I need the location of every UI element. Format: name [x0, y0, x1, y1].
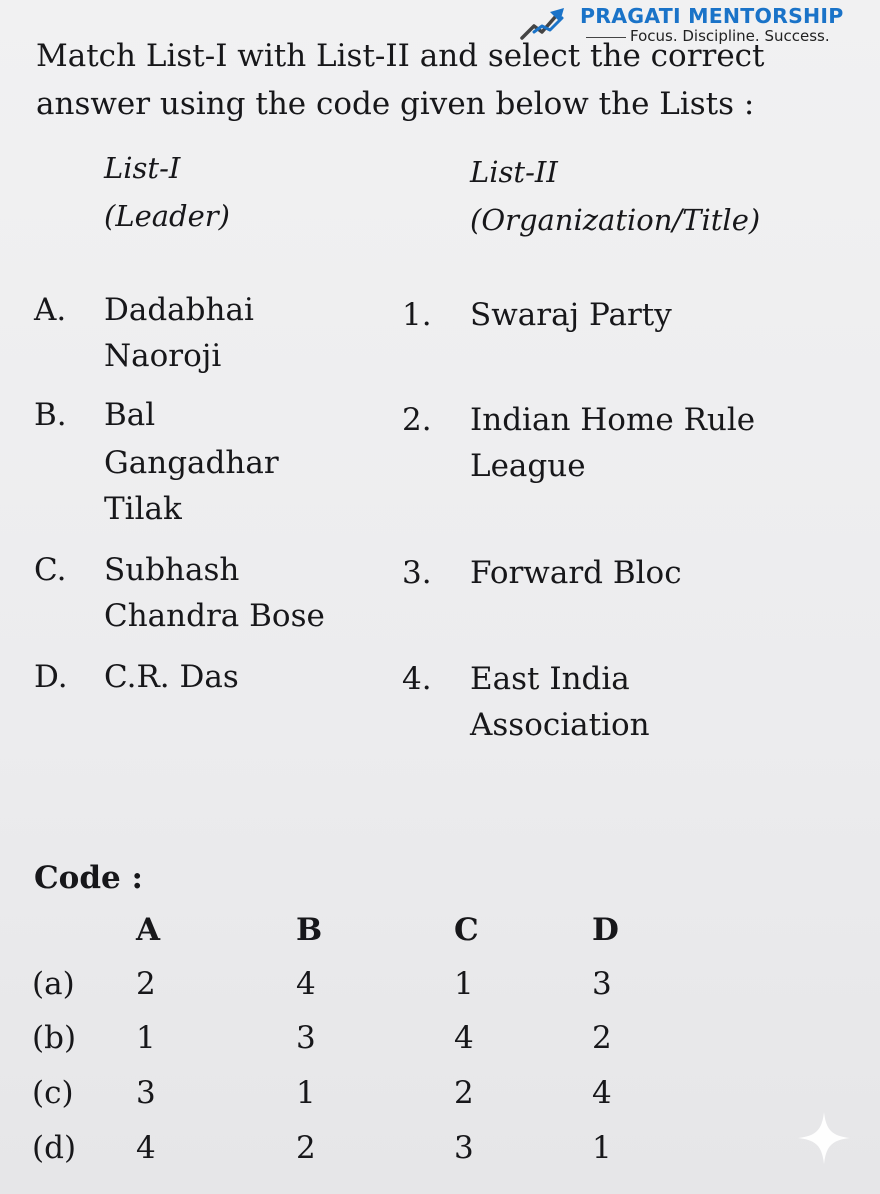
question-line-2: answer using the code given below the Lists : — [36, 86, 755, 122]
sparkle-icon — [796, 1110, 852, 1166]
code-cell: 2 — [136, 966, 156, 1002]
list1-item-b-label: B. — [34, 397, 67, 433]
list1-item-b-line-3: Tilak — [104, 491, 182, 527]
list1-item-d-label: D. — [34, 659, 68, 695]
brand-tagline: Focus. Discipline. Success. — [630, 27, 830, 45]
list1-item-c-line-2: Chandra Bose — [104, 598, 325, 634]
code-cell: 1 — [454, 966, 474, 1002]
code-cell: 4 — [296, 966, 316, 1002]
code-header-d: D — [592, 912, 619, 948]
list2-item-3-label: 3. — [402, 555, 432, 591]
code-option-b[interactable]: (b) — [32, 1020, 77, 1056]
code-cell: 4 — [136, 1130, 156, 1166]
code-header-c: C — [454, 912, 479, 948]
brand-name: PRAGATI MENTORSHIP — [580, 4, 844, 28]
list1-item-a-line-1: Dadabhai — [104, 292, 254, 328]
code-cell: 3 — [454, 1130, 474, 1166]
code-cell: 4 — [454, 1020, 474, 1056]
list2-item-2-line-2: League — [470, 448, 586, 484]
list1-item-a-label: A. — [34, 292, 67, 328]
code-header-b: B — [296, 912, 323, 948]
code-title: Code : — [34, 860, 143, 896]
list1-item-c-line-1: Subhash — [104, 552, 240, 588]
list1-item-d-line-1: C.R. Das — [104, 659, 239, 695]
code-header-a: A — [136, 912, 161, 948]
question-line-1: Match List-I with List-II and select the correct — [36, 38, 765, 74]
code-cell: 1 — [592, 1130, 612, 1166]
list1-item-c-label: C. — [34, 552, 67, 588]
list1-item-b-line-2: Gangadhar — [104, 445, 279, 481]
list2-item-4-label: 4. — [402, 661, 432, 697]
code-option-c[interactable]: (c) — [32, 1075, 74, 1111]
code-cell: 3 — [592, 966, 612, 1002]
list1-item-b-line-1: Bal — [104, 397, 156, 433]
list2-item-4-line-1: East India — [470, 661, 630, 697]
list2-item-3-line-1: Forward Bloc — [470, 555, 682, 591]
code-option-d[interactable]: (d) — [32, 1130, 77, 1166]
list2-item-1-label: 1. — [402, 297, 432, 333]
code-cell: 4 — [592, 1075, 612, 1111]
code-cell: 2 — [296, 1130, 316, 1166]
list2-item-4-line-2: Association — [470, 707, 650, 743]
code-cell: 1 — [296, 1075, 316, 1111]
list2-subtitle: (Organization/Title) — [470, 203, 761, 237]
code-option-a[interactable]: (a) — [32, 966, 75, 1002]
code-cell: 3 — [136, 1075, 156, 1111]
list2-title: List-II — [470, 155, 558, 189]
list2-item-2-label: 2. — [402, 402, 432, 438]
list1-item-a-line-2: Naoroji — [104, 338, 222, 374]
code-cell: 2 — [454, 1075, 474, 1111]
code-cell: 2 — [592, 1020, 612, 1056]
list1-title: List-I — [104, 151, 181, 185]
code-cell: 1 — [136, 1020, 156, 1056]
list1-subtitle: (Leader) — [104, 199, 230, 233]
code-cell: 3 — [296, 1020, 316, 1056]
list2-item-1-line-1: Swaraj Party — [470, 297, 672, 333]
list2-item-2-line-1: Indian Home Rule — [470, 402, 756, 438]
